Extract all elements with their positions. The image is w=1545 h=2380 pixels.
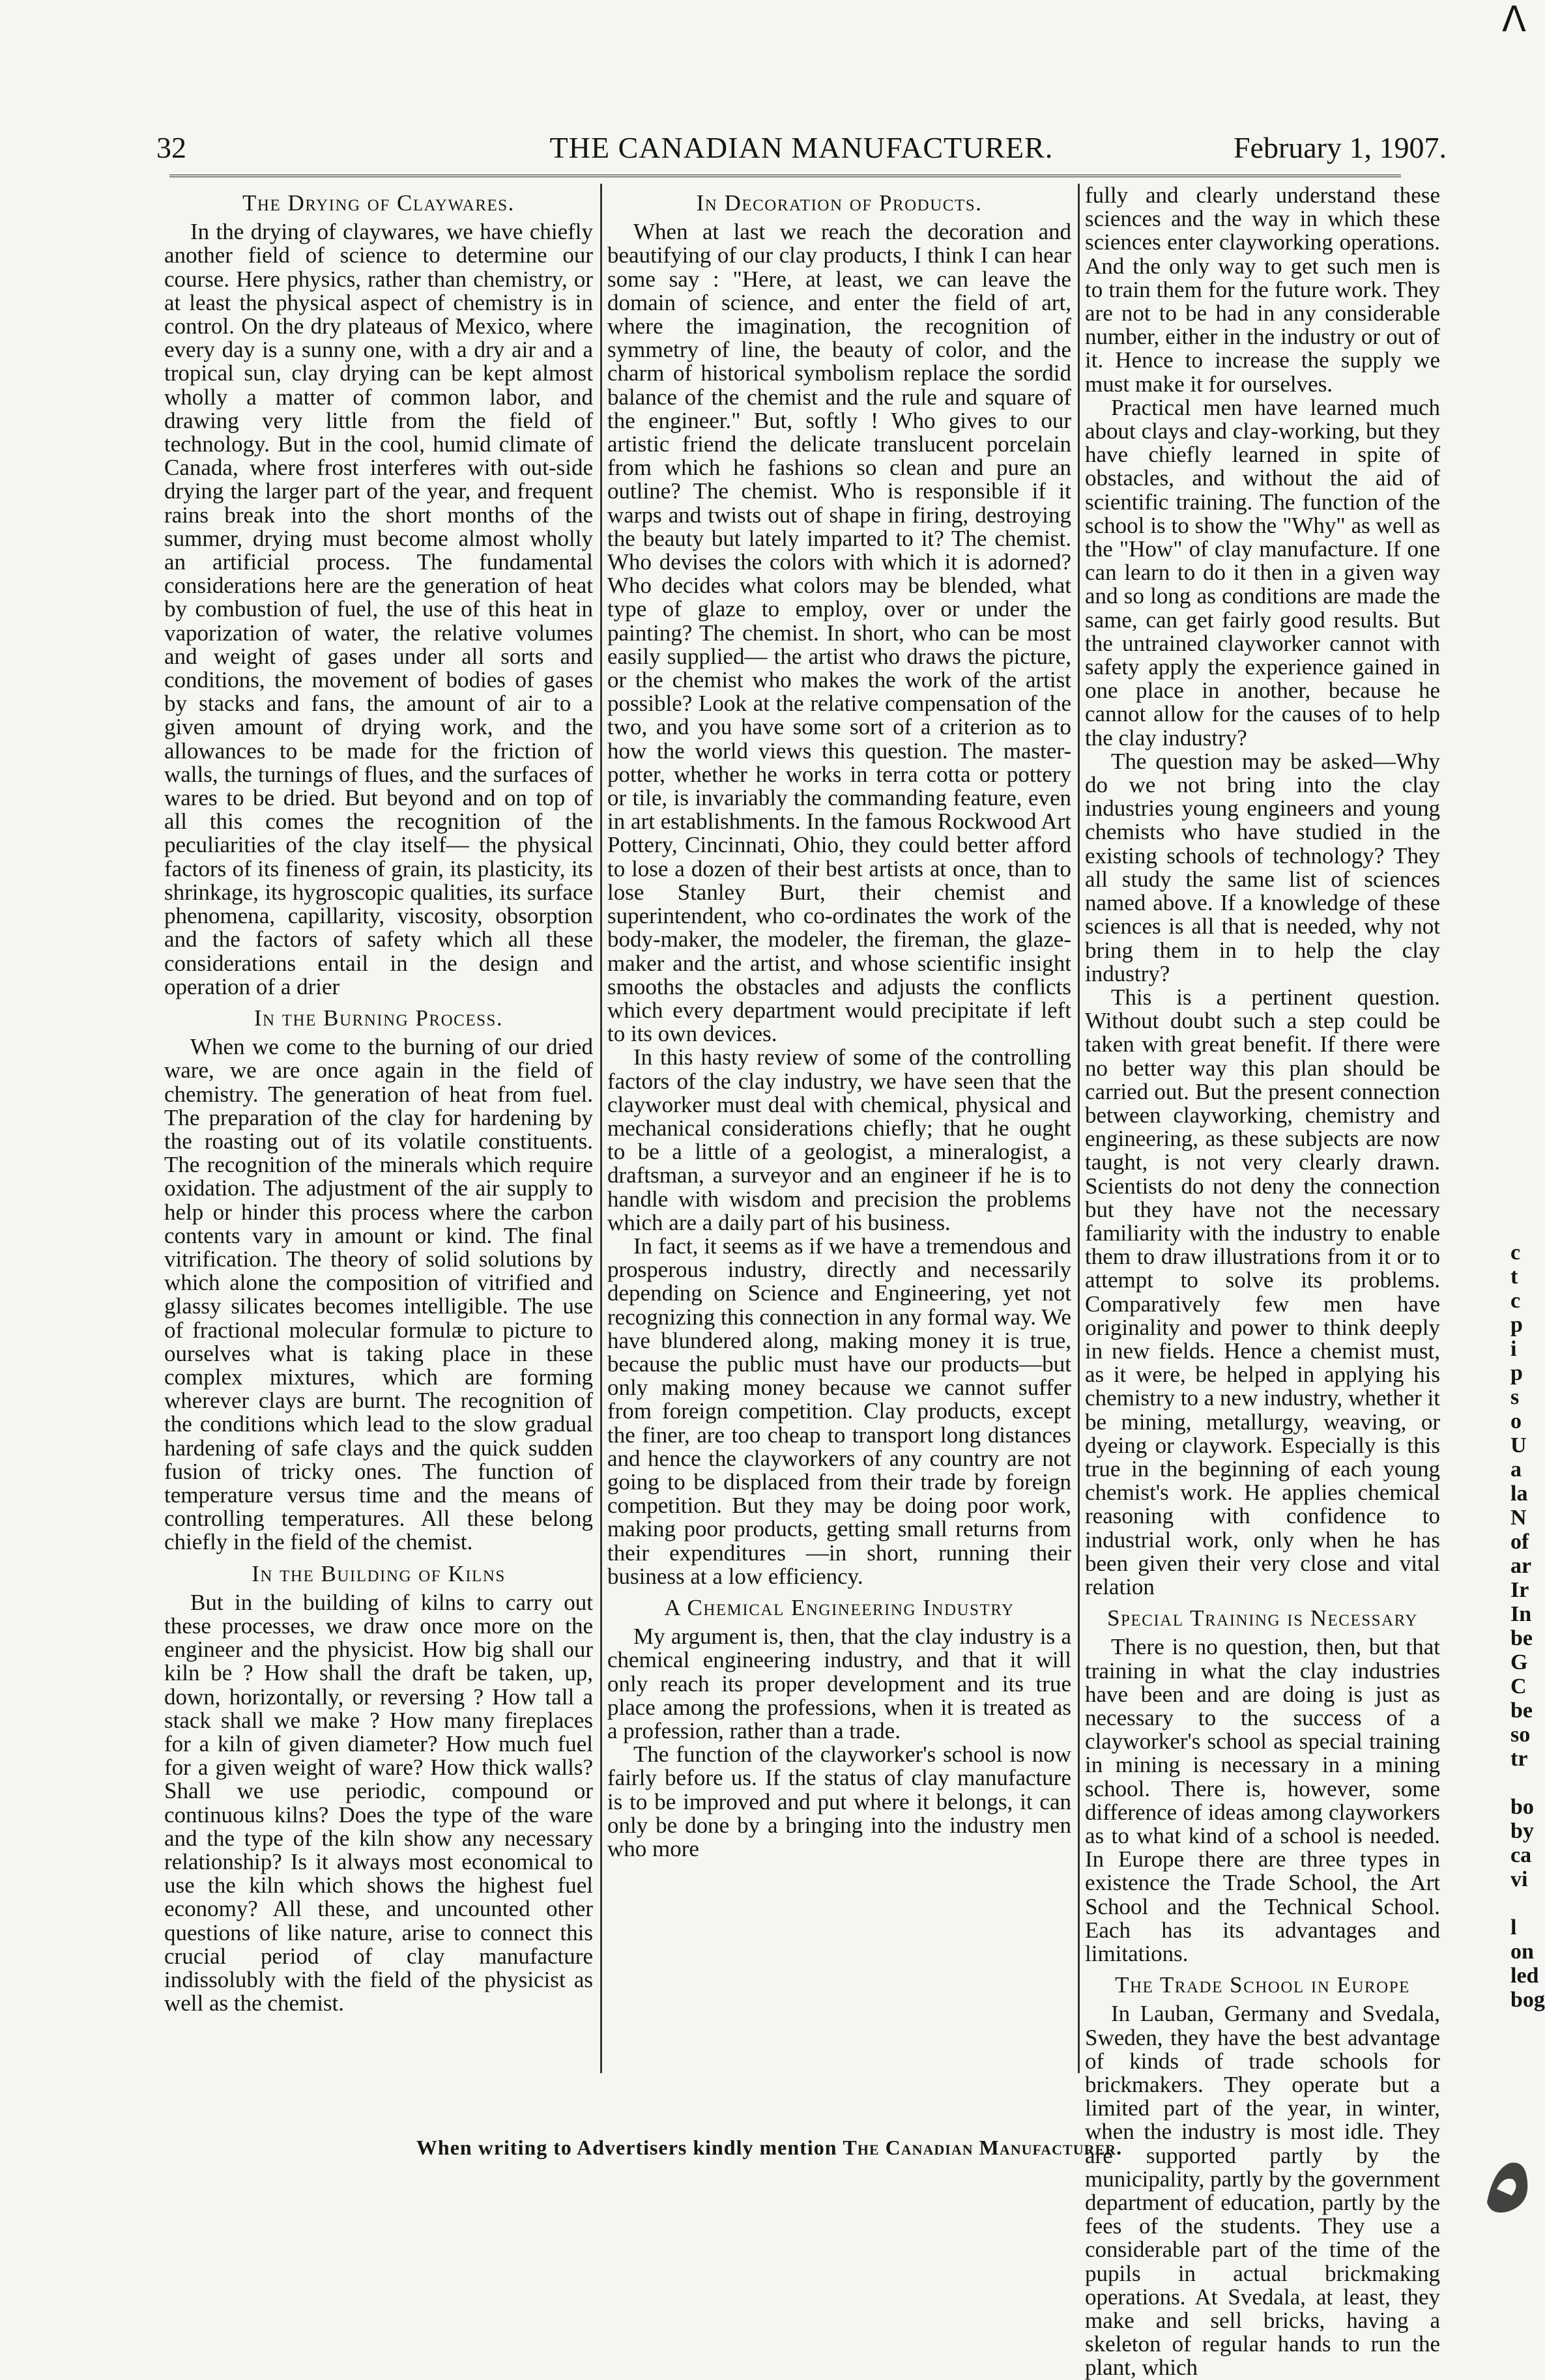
- edge-text-fragment: of: [1510, 1530, 1529, 1554]
- article-paragraph: Practical men have learned much about clays and clay-working, but they have chiefly learned in spite of obstacles, and without the aid of scientific training. The function of the school is to show the "Why" as well as the "How" of clay manufacture. If one can learn to do it then in a given way and so long as conditions are made the same, can get fairly good results. But the untrained clayworker cannot with safety apply the experience gained in one place in another, because he cannot allow for the causes of to help the clay industry?: [1085, 394, 1440, 751]
- edge-text-fragment: N: [1510, 1506, 1527, 1530]
- edge-text-fragment: on: [1510, 1940, 1534, 1964]
- section-heading: The Drying of Claywares.: [242, 190, 515, 216]
- header-rule: [169, 175, 1401, 177]
- section-heading: In the Building of Kilns: [252, 1560, 506, 1586]
- article-paragraph: When we come to the burning of our dried ware, we are once again in the field of chemistry. The generation of heat from fuel. The preparation of the clay for hardening by the roasting out of its volatile constituents. The recognition of the minerals which require oxidation. The adjustment of the air supply to help or hinder this process where the carbon contents vary in amount or kind. The final vitrification. The theory of solid solutions by which alone the composition of vitrified and glassy silicates becomes intelligible. The use of fractional molecular formulæ to picture to ourselves what is taking place in these complex mixtures, which are forming wherever clays are burnt. The recognition of the conditions which lead to the slow gradual hardening of safe clays and the quick sudden fusion of tricky ones. The function of temperature versus time and the means of controlling temperatures. All these belong chiefly in the field of the chemist.: [164, 1034, 593, 1555]
- article-column-3: [1085, 182, 1440, 2380]
- edge-text-fragment: p: [1510, 1313, 1523, 1337]
- edge-text-fragment: In: [1510, 1602, 1532, 1626]
- page-footer: [0, 2136, 1538, 2160]
- article-paragraph: fully and clearly understand these sciences and the way in which these sciences enter clayworking operations. And the only way to get such men is to train them for the future work. They are not to be had in any considerable number, either in the industry or out of it. Hence to increase the supply we must make it for ourselves.: [1085, 182, 1440, 397]
- footer-text: When writing to Advertisers kindly mention: [416, 2136, 837, 2159]
- edge-text-fragment: led: [1510, 1964, 1539, 1988]
- edge-text-fragment: ca: [1510, 1843, 1532, 1867]
- article-paragraph: When at last we reach the decoration and beautifying of our clay products, I think I can hear some say : "Here, at least, we can leave the domain of science, and enter the field of art, where the imagination, the recognition of symmetry of line, the beauty of color, and the charm of historical symbolism replace the sordid balance of the chemist and the rule and square of the engineer." But, softly ! Who gives to our artistic friend the delicate translucent porcelain from which he fashions so clean and pure an outline? The chemist. Who is responsible if it warps and twists out of shape in firing, destroying the beauty but lately imparted to it? The chemist. Who devises the colors with which it is adorned? Who decides what colors may be blended, what type of glaze to employ, over or under the painting? The chemist. In short, who can be most easily supplied— the artist who draws the picture, or the chemist who makes the work of the artist possible? Look at the relative compensation of the two, and you have some sort of a criterion as to how the world views this question. The master-potter, whether he works in terra cotta or pottery or tile, is invariably the commanding feature, even in art establishments. In the famous Rockwood Art Pottery, Cincinnati, Ohio, they could better afford to lose a dozen of their best artists at once, than to lose Stanley Burt, their chemist and superintendent, who co-ordinates the work of the body-maker, the modeler, the fireman, the glaze-maker and the artist, and whose scientific insight smooths the obstacles and adjusts the conflicts which every department would precipitate if left to its own devices.: [607, 219, 1071, 1047]
- article-paragraph: This is a pertinent question. Without doubt such a step could be taken with great benefit. If there were no better way this plan should be carried out. But the present connection between clayworking, chemistry and engineering, as these subjects are now taught, is not very clearly drawn. Scientists do not deny the connection but they have not the necessary familiarity with the industry to enable them to draw illustrations from it or to attempt to solve its problems. Comparatively few men have originality and power to think deeply in new fields. Hence a chemist must, as it were, be helped in applying his chemistry to a new industry, whether it be mining, metallurgy, weaving, or dyeing or claywork. Especially is this true in the beginning of each young chemist's work. He applies chemical reasoning with confidence to industrial work, only when he has been given their very close and vital relation: [1085, 984, 1440, 1599]
- section-heading: A Chemical Engineering Industry: [664, 1594, 1015, 1620]
- edge-text-fragment: o: [1510, 1409, 1522, 1433]
- edge-text-fragment: bo: [1510, 1795, 1534, 1819]
- edge-text-fragment: l: [1510, 1915, 1517, 1940]
- section-heading: Special Training is Necessary: [1107, 1605, 1418, 1631]
- page-number: 32: [156, 131, 186, 164]
- article-paragraph: But in the building of kilns to carry out these processes, we draw once more on the engineer and the physicist. How big shall our kiln be ? How shall the draft be taken, up, down, horizontally, or reversing ? How tall a stack shall we make ? How many fireplaces for a kiln of given diameter? How much fuel for a given weight of ware? How thick walls? Shall we use periodic, compound or continuous kilns? Does the type of the ware and the type of the kiln show any necessary relationship? Is it always most economical to use the kiln which shows the highest fuel economy? All these, and uncounted other questions of like nature, arise to connect this crucial period of clay manufacture indissolubly with the field of the physicist as well as the chemist.: [164, 1589, 593, 2016]
- article-paragraph: In this hasty review of some of the controlling factors of the clay industry, we have seen that the clayworker must deal with chemical, physical and mechanical considerations chiefly; that he ought to be a little of a geologist, a mineralogist, a draftsman, a surveyor and an engineer if he is to handle with wisdom and precision the problems which are a daily part of his business.: [607, 1044, 1071, 1235]
- article-paragraph: The function of the clayworker's school is now fairly before us. If the status of clay manufacture is to be improved and put where it belongs, it can only be done by a bringing into the industry men who more: [607, 1742, 1071, 1862]
- edge-text-fragment: vi: [1510, 1867, 1528, 1891]
- edge-text-fragment: by: [1510, 1819, 1534, 1843]
- article-paragraph: The question may be asked—Why do we not bring into the clay industries young engineers and young chemists who have studied in the existing schools of technology? They all study the same list of sciences named above. If a knowledge of these sciences is all that is needed, why not bring them in to help the clay industry?: [1085, 748, 1440, 986]
- page-header: [156, 125, 1447, 171]
- section-heading: The Trade School in Europe: [1115, 1972, 1410, 1998]
- publication-title: THE CANADIAN MANUFACTURER.: [549, 131, 1054, 164]
- edge-text-fragment: c: [1510, 1240, 1521, 1265]
- page-corner-mark: ᐱ: [1502, 0, 1526, 39]
- section-heading: In Decoration of Products.: [696, 190, 983, 216]
- edge-text-fragment: C: [1510, 1674, 1527, 1699]
- edge-text-fragment: be: [1510, 1626, 1533, 1650]
- article-paragraph: In Lauban, Germany and Svedala, Sweden, they have the best advantage of kinds of trade schools for brickmakers. They operate but a limited part of the year, in winter, when the industry is most idle. They are supported partly by the municipality, partly by the government department of education, partly by the fees of the students. They use a considerable part of the time of the pupils in actual brickmaking operations. At Svedala, at least, they make and sell bricks, having a skeleton of regular hands to run the plant, which: [1085, 2001, 1440, 2380]
- footer-magazine-name: The Canadian Manufacturer.: [843, 2136, 1123, 2159]
- article-paragraph: In fact, it seems as if we have a tremendous and prosperous industry, directly and necessarily depending on Science and Engineering, yet not recognizing this connection in any formal way. We have blundered along, making money it is true, because the public must have our products—but only making money because we cannot suffer from foreign competition. Clay products, except the finer, are too cheap to transport long distances and hence the clayworkers of any country are not going to be displaced from their trade by foreign competition. But they may be doing poor work, making poor products, getting small returns from their expenditures —in short, running their business at a low efficiency.: [607, 1233, 1071, 1589]
- article-paragraph: My argument is, then, that the clay industry is a chemical engineering industry, and that it will only reach its proper development and its true place among the professions, when it is treated as a profession, rather than a trade.: [607, 1624, 1071, 1743]
- edge-text-fragment: t: [1510, 1265, 1518, 1289]
- section-heading: In the Burning Process.: [253, 1005, 504, 1031]
- edge-text-fragment: la: [1510, 1482, 1528, 1506]
- article-paragraph: In the drying of claywares, we have chiefly another field of science to determine our course. Here physics, rather than chemistry, or at least the physical aspect of chemistry is in control. On the dry plateaus of Mexico, where every day is a sunny one, with a dry air and a tropical sun, clay drying can be kept almost wholly a matter of common labor, and drawing very little from the field of technology. But in the cool, humid climate of Canada, where frost interferes with out-side drying the larger part of the year, and frequent rains break into the short months of the summer, drying must become almost wholly an artificial process. The fundamental considerations here are the generation of heat by combustion of fuel, the use of this heat in vaporization of water, the relative volumes and weight of gases under all sorts and conditions, the movement of bodies of gases by stacks and fans, the amount of air to a given amount of drying work, and the allowances to be made for the friction of walls, the turnings of flues, and the surfaces of wares to be dried. But beyond and on top of all this comes the recognition of the peculiarities of the clay itself— the physical factors of its fineness of grain, its plasticity, its shrinkage, its hygroscopic qualities, its surface phenomena, capillarity, viscosity, obsorption and the factors of safety which all these considerations entail in the design and operation of a drier: [164, 219, 593, 999]
- edge-text-fragment: c: [1510, 1289, 1521, 1313]
- edge-text-fragment: bog: [1510, 1988, 1545, 2012]
- article-column-1: [164, 184, 593, 2086]
- edge-text-fragment: Ir: [1510, 1578, 1529, 1602]
- edge-text-fragment: so: [1510, 1723, 1531, 1747]
- edge-text-fragment: be: [1510, 1699, 1533, 1723]
- edge-text-fragment: p: [1510, 1361, 1523, 1385]
- edge-text-fragment: i: [1510, 1337, 1517, 1361]
- edge-text-fragment: s: [1510, 1385, 1520, 1409]
- column-divider: [1078, 184, 1080, 2073]
- edge-text-fragment: a: [1510, 1457, 1522, 1482]
- edge-text-fragment: G: [1510, 1650, 1528, 1674]
- corner-ornament: [1480, 2143, 1533, 2215]
- article-paragraph: There is no question, then, but that training in what the clay industries have been and are doing is just as necessary to the success of a clayworker's school as special training in mining is necessary in a mining school. There is, however, some difference of ideas among clayworkers as to what kind of a school is needed. In Europe there are three types in existence the Trade School, the Art School and the Technical School. Each has its advantages and limitations.: [1085, 1634, 1440, 1967]
- edge-text-fragment: tr: [1510, 1747, 1528, 1771]
- edge-text-fragment: U: [1510, 1433, 1527, 1457]
- column-divider: [600, 184, 602, 2073]
- edge-text-fragment: ar: [1510, 1554, 1532, 1578]
- issue-date: February 1, 1907.: [1233, 131, 1447, 164]
- article-column-2: [607, 184, 1071, 2086]
